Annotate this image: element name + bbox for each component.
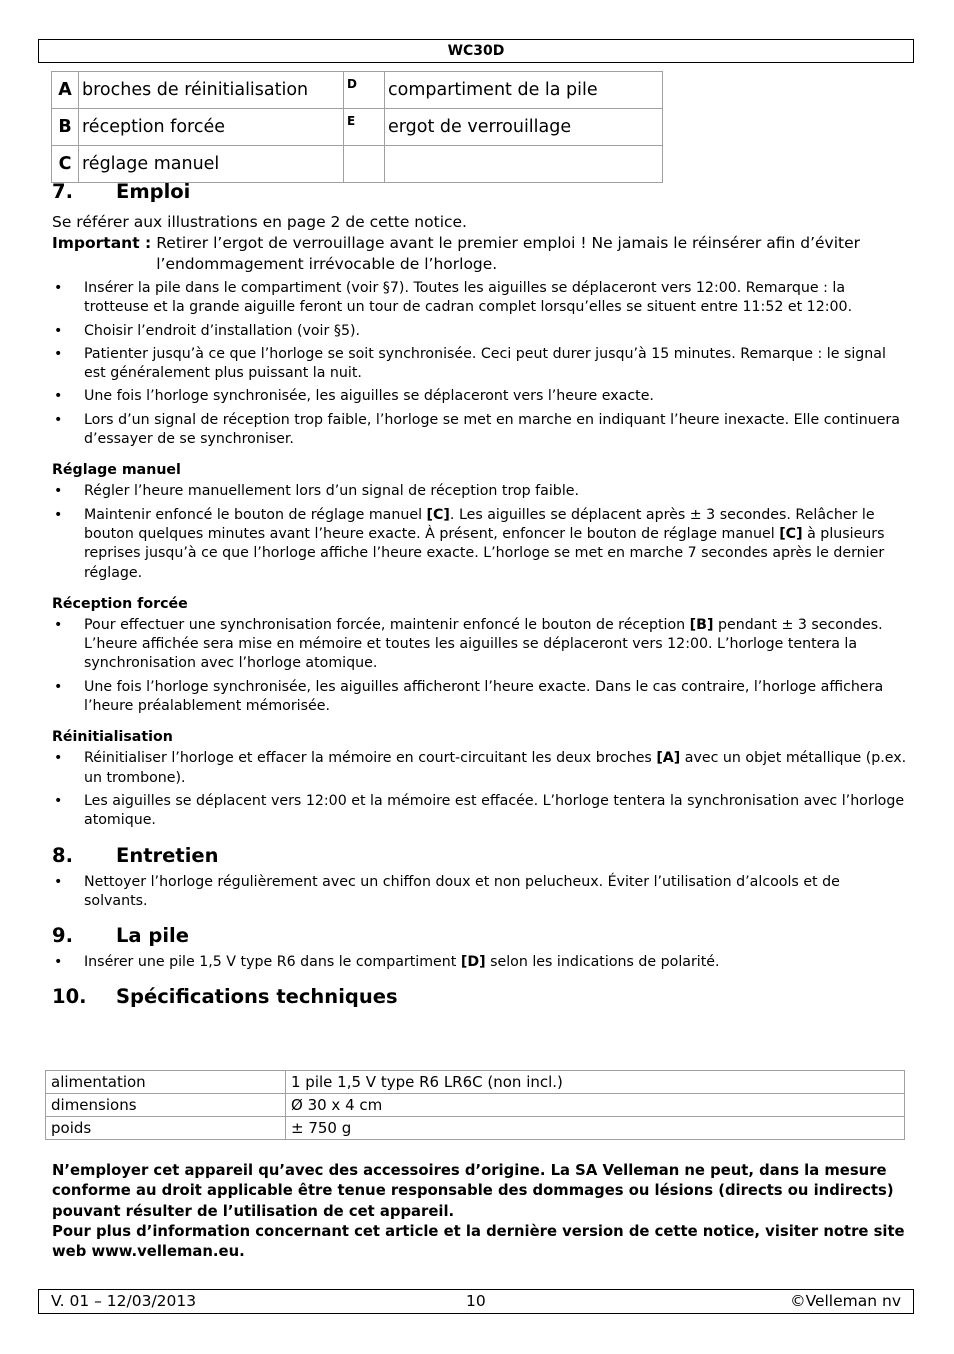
list-item: • Régler l’heure manuellement lors d’un signal de réception trop faible.	[54, 483, 579, 500]
section-title: Emploi	[116, 180, 191, 203]
version-text: V. 01 – 12/03/2013	[51, 1292, 197, 1310]
section-number: 10.	[52, 985, 87, 1009]
section-heading	[52, 180, 907, 203]
ref-c: [C]	[779, 525, 803, 542]
legal-notice	[52, 1161, 912, 1262]
table-row	[52, 109, 663, 146]
part-key: A	[52, 72, 79, 109]
table-row	[46, 1094, 905, 1117]
list-item: • Une fois l’horloge synchronisée, les aiguilles afficheront l’heure exacte. Dans le cas contraire, l’horloge affichera l’heure préalablement mémorisée.	[54, 678, 884, 715]
ref-a: [A]	[656, 750, 681, 767]
table-row	[46, 1117, 905, 1140]
part-label: réception forcée	[79, 109, 344, 146]
section-title: La pile	[116, 924, 189, 948]
maintenance-list	[52, 873, 907, 912]
table-row	[52, 146, 663, 183]
ref-d: [D]	[460, 954, 486, 971]
list-item: • Nettoyer l’horloge régulièrement avec un chiffon doux et non pelucheux. Éviter l’utilisation d’alcools et de solvants.	[54, 873, 840, 909]
part-key: C	[52, 146, 79, 183]
spec-key: alimentation	[46, 1071, 286, 1094]
page-header	[38, 39, 914, 63]
spec-value: Ø 30 x 4 cm	[286, 1094, 905, 1117]
list-item: • Insérer la pile dans le compartiment (voir §7). Toutes les aiguilles se déplaceront vers 12:00. Remarque : la trotteuse et la grande aiguille feront un tour de cadran complet lorsqu’elles se situent entre 11:52 et 12:00.	[54, 280, 853, 316]
important-note	[52, 233, 907, 275]
model-name: WC30D	[447, 43, 505, 59]
table-row	[46, 1071, 905, 1094]
spec-key: poids	[46, 1117, 286, 1140]
list-item: • Réinitialiser l’horloge et effacer la mémoire en court-circuitant les deux broches [A] avec un objet métallique (p.ex. un trombone).	[54, 750, 907, 786]
section-title: Spécifications techniques	[116, 985, 398, 1009]
parts-legend-table	[51, 71, 663, 183]
list-item: • Patienter jusqu’à ce que l’horloge se soit synchronisée. Ceci peut durer jusqu’à 15 minutes. Remarque : le signal est généralement plus puissant la nuit.	[54, 345, 886, 382]
part-label: compartiment de la pile	[385, 72, 663, 109]
forced-list	[52, 616, 907, 716]
section-heading	[52, 985, 907, 1008]
main-content	[52, 180, 907, 1008]
list-item: • Lors d’un signal de réception trop faible, l’horloge se met en marche en indiquant l’heure inexacte. Elle continuera d’essayer de se synchroniser.	[54, 411, 900, 448]
list-item: • Choisir l’endroit d’installation (voir §5).	[54, 322, 361, 339]
spec-key: dimensions	[46, 1094, 286, 1117]
page-number: 10	[466, 1292, 486, 1310]
page-footer	[38, 1289, 914, 1314]
important-label: Important :	[52, 234, 152, 252]
part-label: ergot de verrouillage	[385, 109, 663, 146]
list-item: • Maintenir enfoncé le bouton de réglage manuel [C]. Les aiguilles se déplacent après ± 3 secondes. Relâcher le bouton quelques minutes avant l’heure exacte. À présent, enfoncer le bouton de réglage manuel [C] à plusieurs reprises jusqu’à ce que l’horloge affiche l’heure exacte. L’horloge se met en marche 7 secondes après le dernier réglage.	[54, 506, 885, 581]
section-number: 8.	[52, 843, 73, 867]
subsection-title: Réception forcée	[52, 595, 188, 612]
copyright-text: ©Velleman nv	[790, 1292, 901, 1310]
intro-text: Se référer aux illustrations en page 2 de cette notice.	[52, 213, 467, 231]
spec-value: ± 750 g	[286, 1117, 905, 1140]
subsection-title: Réinitialisation	[52, 729, 173, 746]
table-row	[52, 72, 663, 109]
notice-paragraph: N’employer cet appareil qu’avec des accessoires d’origine. La SA Velleman ne peut, dans la mesure conforme au droit applicable être tenue responsable des dommages ou lésions (directs ou indirects) pouvant résulter de l’utilisation de cet appareil.	[52, 1162, 894, 1220]
ref-c: [C]	[426, 506, 450, 523]
part-label: réglage manuel	[79, 146, 344, 183]
section-heading	[52, 924, 907, 947]
section-number: 9.	[52, 924, 73, 948]
subsection-title: Réglage manuel	[52, 462, 181, 479]
ref-b: [B]	[689, 616, 714, 633]
part-label: broches de réinitialisation	[79, 72, 344, 109]
part-key: D	[344, 72, 385, 109]
battery-list	[52, 953, 907, 972]
specs-table	[45, 1070, 905, 1140]
section-heading	[52, 844, 907, 867]
part-key	[344, 146, 385, 183]
part-label	[385, 146, 663, 183]
important-text: Retirer l’ergot de verrouillage avant le premier emploi ! Ne jamais le réinsérer afin d’éviter l’endommagement irrévocable de l’horloge.	[156, 234, 860, 273]
part-key: E	[344, 109, 385, 146]
reset-list	[52, 749, 907, 830]
part-key: B	[52, 109, 79, 146]
section-number: 7.	[52, 180, 73, 203]
spec-value: 1 pile 1,5 V type R6 LR6C (non incl.)	[286, 1071, 905, 1094]
notice-paragraph: Pour plus d’information concernant cet article et la dernière version de cette notice, visiter notre site web www.velleman.eu.	[52, 1222, 905, 1261]
usage-list	[52, 279, 907, 449]
manual-list	[52, 482, 907, 582]
list-item: • Insérer une pile 1,5 V type R6 dans le compartiment [D] selon les indications de polarité.	[54, 954, 720, 971]
list-item: • Les aiguilles se déplacent vers 12:00 et la mémoire est effacée. L’horloge tentera la synchronisation avec l’horloge atomique.	[54, 792, 905, 829]
section-title: Entretien	[116, 843, 219, 867]
list-item: • Une fois l’horloge synchronisée, les aiguilles se déplaceront vers l’heure exacte.	[54, 388, 654, 405]
list-item: • Pour effectuer une synchronisation forcée, maintenir enfoncé le bouton de réception [B] pendant ± 3 secondes. L’heure affichée sera mise en mémoire et toutes les aiguilles se déplaceront vers 12:00. L’horloge tentera la synchronisation avec l’horloge atomique.	[54, 616, 883, 672]
